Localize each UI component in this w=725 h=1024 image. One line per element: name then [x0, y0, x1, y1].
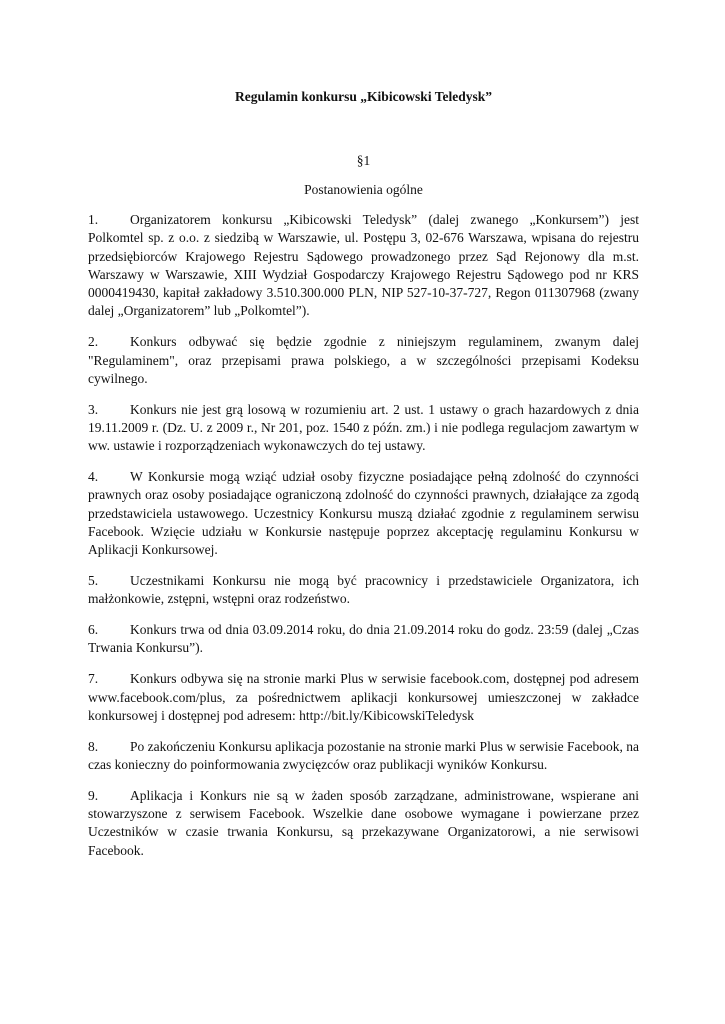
provision-number: 7.: [88, 671, 99, 687]
provision-text: Konkurs nie jest grą losową w rozumieniu art. 2 ust. 1 ustawy o grach hazardowych z dnia 19.11.2009 r. (Dz. U. z 2009 r., Nr 201, poz. 1540 z późn. zm.) i nie podlega regulacjom zawartym w ww. ustawie i rozporządzeniach wykonawczych do tej ustawy.: [88, 401, 639, 454]
document-title: Regulamin konkursu „Kibicowski Teledysk”: [235, 89, 492, 104]
provision-8: [88, 738, 639, 775]
provision-text: Uczestnikami Konkursu nie mogą być pracownicy i przedstawiciele Organizatora, ich małżonkowie, zstępni, wstępni oraz rodzeństwo.: [88, 573, 639, 607]
provision-number: 9.: [88, 787, 99, 803]
provision-6: [88, 621, 639, 658]
provision-1: [88, 211, 639, 321]
provision-5: [88, 572, 639, 609]
provision-number: 6.: [88, 622, 99, 638]
provision-3: [88, 401, 639, 456]
provision-text: Po zakończeniu Konkursu aplikacja pozostanie na stronie marki Plus w serwisie Facebook, na czas konieczny do poinformowania zwycięzców oraz publikacji wyników Konkursu.: [88, 738, 639, 772]
provision-number: 3.: [88, 401, 99, 417]
provision-number: 8.: [88, 738, 99, 754]
provision-number: 2.: [88, 334, 99, 350]
provision-number: 5.: [88, 573, 99, 589]
provision-number: 1.: [88, 212, 99, 227]
provision-4: [88, 468, 639, 559]
provision-number: 4.: [88, 469, 99, 485]
provision-2: [88, 333, 639, 388]
provision-text: Konkurs odbywa się na stronie marki Plus w serwisie facebook.com, dostępnej pod adresem www.facebook.com/plus, za pośrednictwem aplikacji konkursowej umieszczonej w zakładce konkursowej i dostępnej pod adresem: http://bit.ly/KibicowskiTeledysk: [88, 671, 639, 723]
provision-text: Konkurs trwa od dnia 03.09.2014 roku, do dnia 21.09.2014 roku do godz. 23:59 (dalej „Czas Trwania Konkursu”).: [88, 622, 639, 656]
provision-7: [88, 670, 639, 725]
provision-text: W Konkursie mogą wziąć udział osoby fizyczne posiadające pełną zdolność do czynności prawnych oraz osoby posiadające ograniczoną zdolność do czynności prawnych, działające za zgodą przedstawiciela ustawowego. Uczestnicy Konkursu muszą działać zgodnie z regulaminem serwisu Facebook. Wzięcie udziału w Konkursie następuje poprzez akceptację regulaminu Konkursu w Aplikacji Konkursowej.: [88, 469, 639, 558]
provisions-list: [88, 211, 639, 860]
provision-9: [88, 787, 639, 860]
section-number: §1: [356, 153, 371, 168]
provision-text: Organizatorem konkursu „Kibicowski Teledysk” (dalej zwanego „Konkursem”) jest Polkomtel sp. z o.o. z siedzibą w Warszawie, ul. Postępu 3, 02-676 Warszawa, wpisana do rejestru przedsiębiorców Krajowego Rejestru Sądowego prowadzonego przez Sąd Rejonowy dla m.st. Warszawy w Warszawie, XIII Wydział Gospodarczy Krajowego Rejestru Sądowego pod nr KRS 0000419430, kapitał zakładowy 3.510.300.000 PLN, NIP 527-10-37-727, Regon 011307968 (zwany dalej „Organizatorem” lub „Polkomtel”).: [88, 212, 639, 319]
provision-text: Konkurs odbywać się będzie zgodnie z niniejszym regulaminem, zwanym dalej "Regulaminem", oraz przepisami prawa polskiego, a w szczególności przepisami Kodeksu cywilnego.: [88, 334, 639, 386]
provision-text: Aplikacja i Konkurs nie są w żaden sposób zarządzane, administrowane, wspierane ani stowarzyszone z serwisem Facebook. Wszelkie dane osobowe wymagane i powierzane przez Uczestników w czasie trwania Konkursu, są przekazywane Organizatorowi, a nie serwisowi Facebook.: [88, 787, 639, 858]
section-heading: Postanowienia ogólne: [304, 182, 423, 197]
document-page: [88, 88, 639, 872]
